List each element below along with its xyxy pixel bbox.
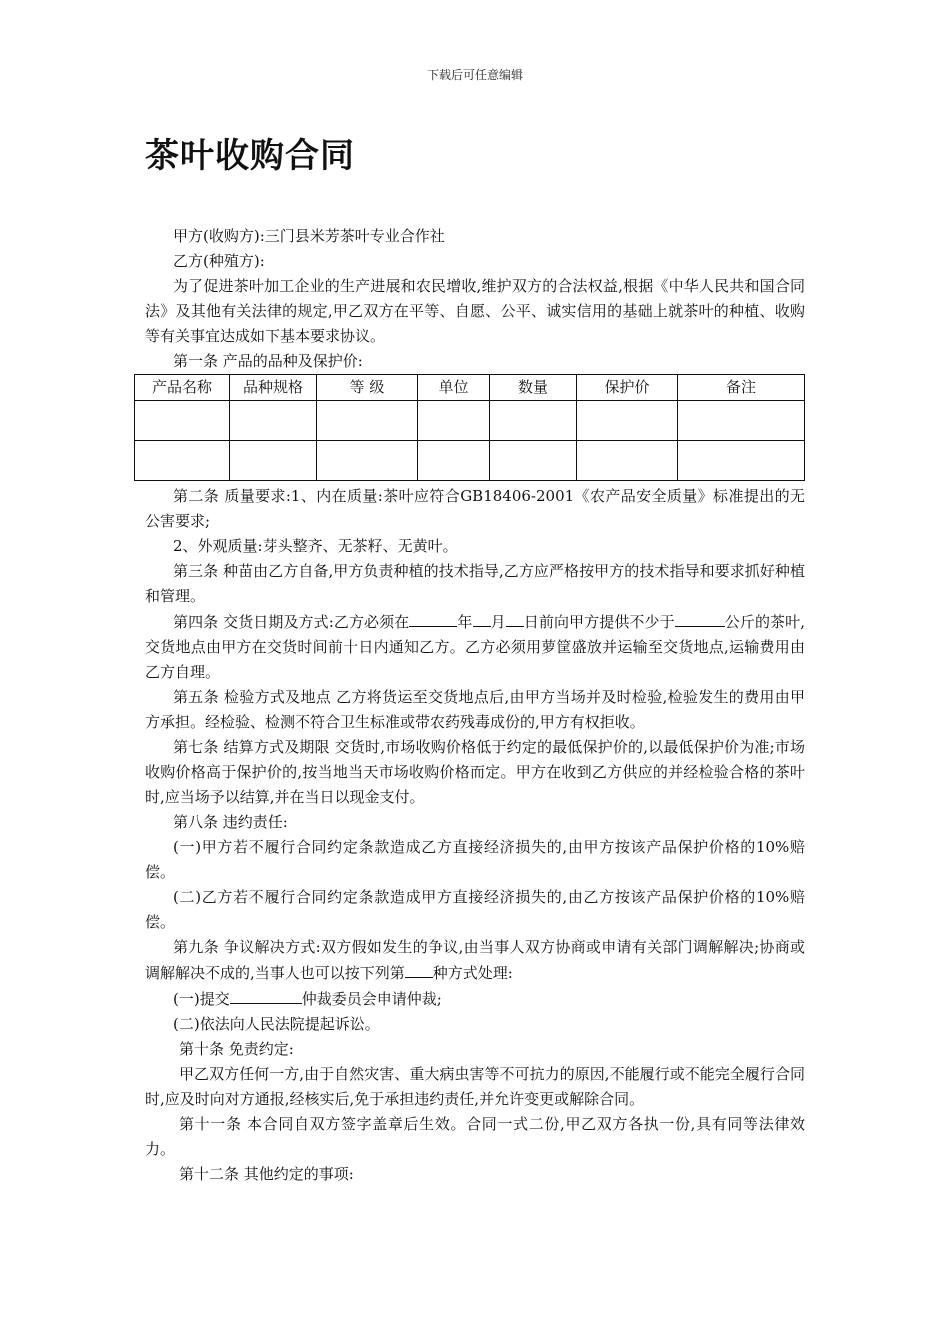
article-4	[145, 609, 805, 685]
article-10-title: 第十条 免责约定:	[179, 1040, 294, 1058]
article-7: 第七条 结算方式及期限 交货时,市场收购价格低于约定的最低保护价的,以最低保护价为准;市场收购价格高于保护价的,按当地当天市场收购价格而定。甲方在收到乙方供应的并经检验合格的茶叶时,应当场予以结算,并在当日以现金支付。	[145, 738, 805, 806]
table-row	[135, 401, 805, 441]
table-cell[interactable]	[418, 401, 490, 441]
article-9	[145, 935, 805, 986]
table-cell[interactable]	[135, 441, 230, 481]
table-header-cell: 品种规格	[230, 375, 317, 401]
article-8-clause-2: (二)乙方若不履行合同约定条款造成甲方直接经济损失的,由乙方按该产品保护价格的10%赔偿。	[145, 888, 805, 931]
table-header-cell: 等 级	[317, 375, 418, 401]
article-9-text: 种方式处理:	[432, 964, 513, 982]
table-cell[interactable]	[230, 441, 317, 481]
article-3: 第三条 种苗由乙方自备,甲方负责种植的技术指导,乙方应严格按甲方的技术指导和要求抓好种植和管理。	[145, 562, 805, 605]
table-cell[interactable]	[678, 401, 805, 441]
table-header-cell: 保护价	[577, 375, 678, 401]
table-cell[interactable]	[230, 401, 317, 441]
contract-title: 茶叶收购合同	[145, 136, 355, 176]
article-12: 第十二条 其他约定的事项:	[179, 1165, 354, 1183]
article-9-clause-1-text: (一)提交	[173, 990, 230, 1008]
table-cell[interactable]	[418, 441, 490, 481]
day-blank[interactable]	[506, 609, 524, 627]
table-cell[interactable]	[490, 401, 577, 441]
month-label: 月	[490, 613, 506, 631]
article-4-text: 日前向甲方提供不少于	[523, 613, 675, 631]
article-2: 第二条 质量要求:1、内在质量:茶叶应符合GB18406-2001《农产品安全质量》标准提出的无公害要求;	[145, 487, 805, 530]
month-blank[interactable]	[473, 609, 491, 627]
table-cell[interactable]	[577, 401, 678, 441]
table-row	[135, 441, 805, 481]
table-header-row	[135, 375, 805, 401]
table-header-cell: 单位	[418, 375, 490, 401]
article-10: 甲乙双方任何一方,由于自然灾害、重大病虫害等不可抗力的原因,不能履行或不能完全履行合同时,应及时向对方通报,经核实后,免于承担违约责任,并允许变更或解除合同。	[145, 1065, 805, 1108]
article-2-appearance: 2、外观质量:芽头整齐、无茶籽、无黄叶。	[173, 537, 458, 555]
year-blank[interactable]	[409, 609, 457, 627]
article-1-title: 第一条 产品的品种及保护价:	[173, 352, 363, 370]
header-note: 下载后可任意编辑	[426, 68, 523, 82]
party-a: 甲方(收购方):三门县米芳茶叶专业合作社	[173, 227, 445, 245]
article-8-title: 第八条 违约责任:	[173, 813, 288, 831]
table-cell[interactable]	[577, 441, 678, 481]
party-b: 乙方(种殖方):	[173, 252, 265, 270]
method-blank[interactable]	[405, 960, 433, 978]
article-8-clause-1: (一)甲方若不履行合同约定条款造成乙方直接经济损失的,由甲方按该产品保护价格的10%赔偿。	[145, 838, 805, 881]
quantity-blank[interactable]	[675, 609, 725, 627]
intro-paragraph: 为了促进茶叶加工企业的生产进展和农民增收,维护双方的合法权益,根据《中华人民共和国合同法》及其他有关法律的规定,甲乙双方在平等、自愿、公平、诚实信用的基础上就茶叶的种植、收购等有关事宜达成如下基本要求协议。	[145, 277, 805, 345]
table-header-cell: 产品名称	[135, 375, 230, 401]
article-5: 第五条 检验方式及地点 乙方将货运至交货地点后,由甲方当场并及时检验,检验发生的费用由甲方承担。经检验、检测不符合卫生标准或带农药残毒成份的,甲方有权拒收。	[145, 688, 805, 731]
arbitration-blank[interactable]	[230, 986, 302, 1004]
table-cell[interactable]	[135, 401, 230, 441]
year-label: 年	[457, 613, 473, 631]
table-header-cell: 备注	[678, 375, 805, 401]
article-4-text: 第四条 交货日期及方式:乙方必须在	[173, 613, 410, 631]
table-cell[interactable]	[317, 441, 418, 481]
article-4-text: 公斤的茶叶,交货地点由甲方在交货时间前十日内通知乙方。乙方必须用萝筐盛放并运输至交货地点,运输费用由乙方自理。	[145, 613, 805, 681]
article-9-clause-2: (二)依法向人民法院提起诉讼。	[173, 1015, 380, 1033]
table-cell[interactable]	[317, 401, 418, 441]
table-cell[interactable]	[490, 441, 577, 481]
article-9-text: 第九条 争议解决方式:双方假如发生的争议,由当事人双方协商或申请有关部门调解解决;协商或调解解决不成的,当事人也可以按下列第	[145, 938, 805, 982]
contract-body	[145, 224, 805, 1187]
product-table	[134, 374, 805, 481]
article-9-clause-1	[145, 986, 805, 1012]
table-header-cell: 数量	[490, 375, 577, 401]
article-11: 第十一条 本合同自双方签字盖章后生效。合同一式二份,甲乙双方各执一份,具有同等法律效力。	[145, 1115, 805, 1158]
article-9-clause-1-text: 仲裁委员会申请仲裁;	[301, 990, 442, 1008]
table-cell[interactable]	[678, 441, 805, 481]
